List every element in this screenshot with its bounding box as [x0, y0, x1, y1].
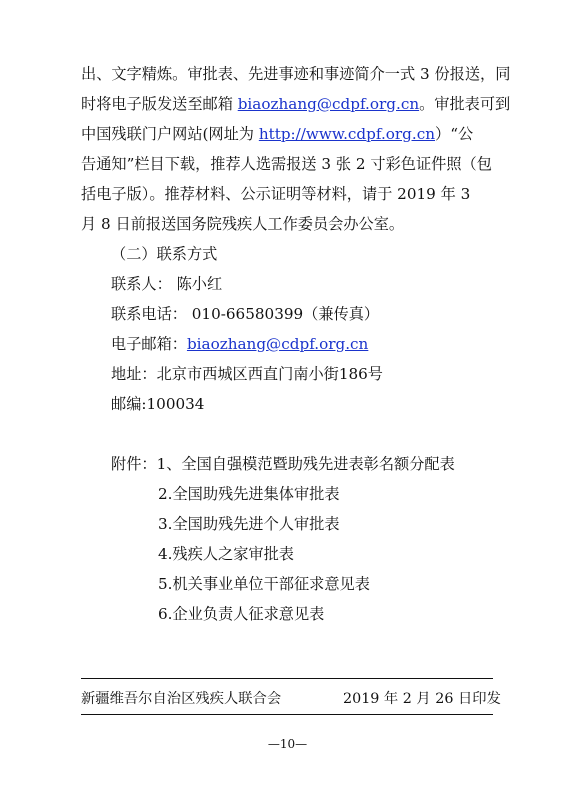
body-line-1 [81, 64, 510, 84]
email-link[interactable]: biaozhang@cdpf.org.cn [237, 95, 420, 113]
body-text: 时将电子版发送至邮箱 [81, 95, 238, 113]
body-text: 中国残联门户网站(网址为 [81, 125, 259, 143]
attachment-item-3: 3.全国助残先进个人审批表 [158, 515, 340, 533]
body-text: 月 8 日前报送国务院残疾人工作委员会办公室。 [81, 215, 405, 233]
contact-email-label: 电子邮箱： [111, 335, 187, 353]
body-line-6 [81, 214, 404, 234]
footer-bottom-rule [81, 714, 493, 715]
contact-email-line [111, 334, 368, 354]
contact-phone: 联系电话： 010-66580399（兼传真） [111, 305, 380, 323]
attachment-item-1: 附件：1、全国自强模范暨助残先进表彰名额分配表 [111, 455, 455, 473]
footer-top-rule [81, 678, 493, 679]
website-link[interactable]: http://www.cdpf.org.cn [258, 125, 436, 143]
attachment-item-5: 5.机关事业单位干部征求意见表 [158, 575, 370, 593]
page-number: —10— [267, 737, 308, 751]
footer-issuer: 新疆维吾尔自治区残疾人联合会 [81, 691, 282, 707]
contact-email-link[interactable]: biaozhang@cdpf.org.cn [186, 335, 369, 353]
attachment-item-2: 2.全国助残先进集体审批表 [158, 485, 340, 503]
body-text: ）“公 [435, 125, 474, 143]
body-line-5 [81, 184, 470, 204]
contact-person: 联系人： 陈小红 [111, 275, 223, 293]
body-text: 告通知”栏目下载，推荐人选需报送 3 张 2 寸彩色证件照（包 [81, 155, 492, 173]
contact-heading: （二）联系方式 [111, 245, 218, 263]
footer-date: 2019 年 2 月 26 日印发 [343, 691, 501, 707]
body-line-4 [81, 154, 492, 174]
attachment-item-4: 4.残疾人之家审批表 [158, 545, 294, 563]
contact-postcode: 邮编:100034 [111, 395, 205, 413]
body-line-2 [81, 94, 510, 114]
body-text: 括电子版）。推荐材料、公示证明等材料，请于 2019 年 3 [81, 185, 471, 203]
body-line-3 [81, 124, 473, 144]
contact-address: 地址：北京市西城区西直门南小街186号 [111, 365, 383, 383]
body-text: 出、文字精炼。审批表、先进事迹和事迹简介一式 3 份报送，同 [81, 65, 511, 83]
attachment-item-6: 6.企业负责人征求意见表 [158, 605, 325, 623]
body-text: 。审批表可到 [419, 95, 511, 113]
